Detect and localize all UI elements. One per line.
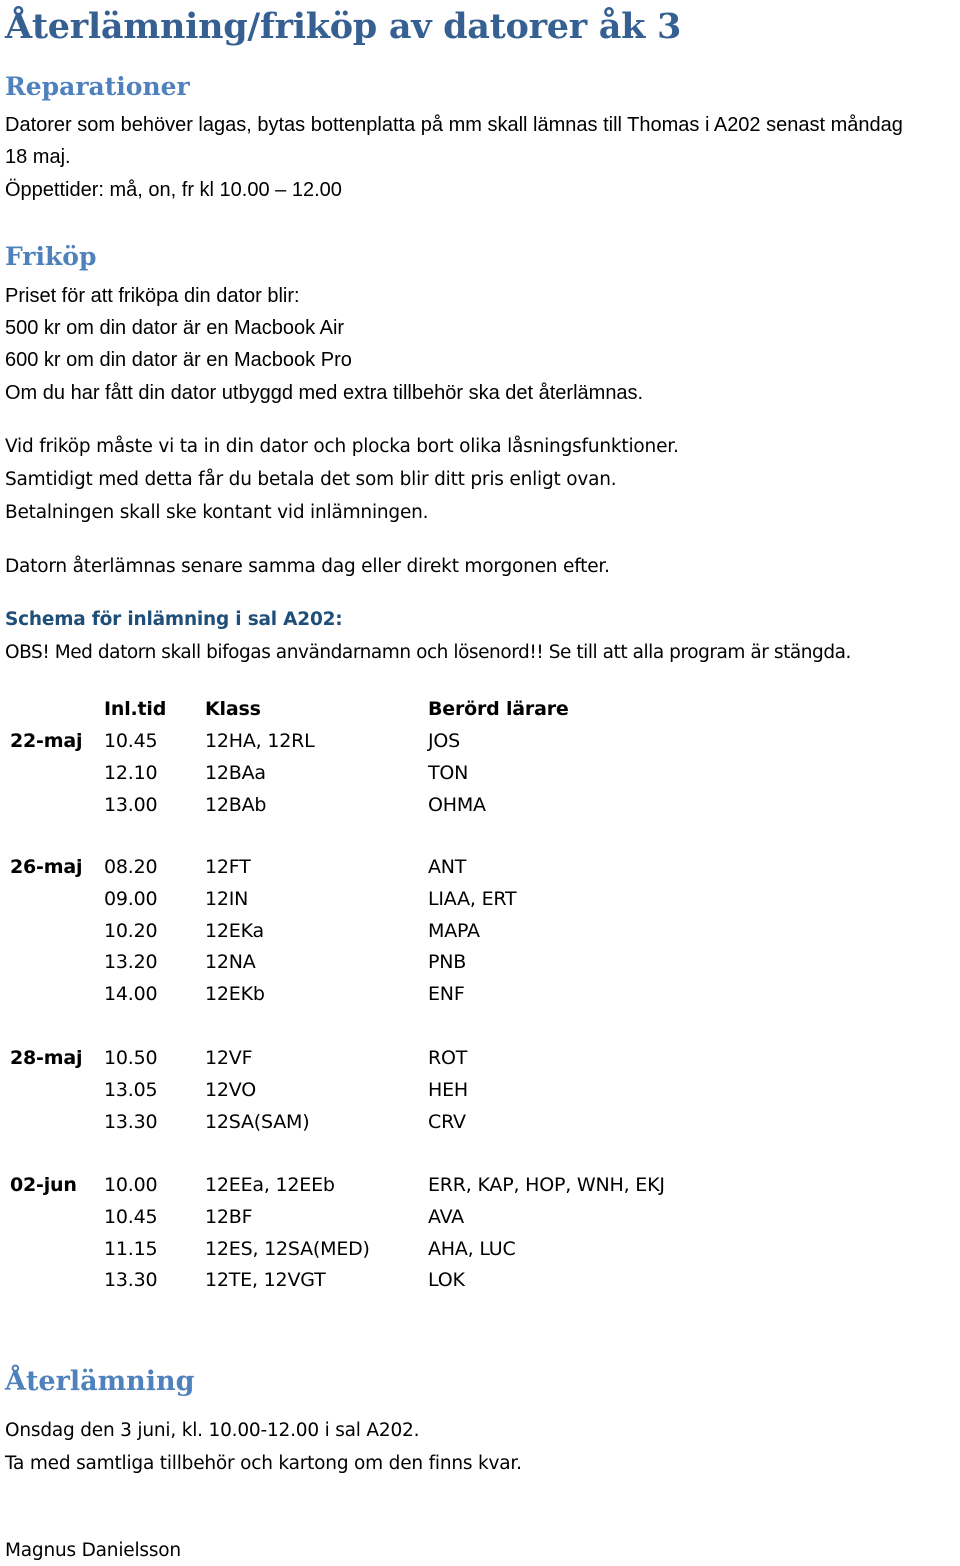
schedule-teacher: TON	[428, 762, 469, 784]
return-line-2: Ta med samtliga tillbehör och kartong om den finns kvar.	[5, 1453, 522, 1474]
schedule-time: 14.00	[104, 983, 158, 1005]
schedule-class: 12FT	[205, 856, 251, 878]
buyout-paragraph-4: Datorn återlämnas senare samma dag eller direkt morgonen efter.	[5, 556, 610, 577]
schedule-class: 12ES, 12SA(MED)	[205, 1238, 370, 1260]
schedule-date: 26-maj	[10, 856, 83, 878]
column-header-teacher: Berörd lärare	[428, 698, 569, 720]
schedule-class: 12IN	[205, 888, 249, 910]
price-intro: Priset för att friköpa din dator blir:	[5, 285, 300, 307]
schedule-teacher: ANT	[428, 856, 467, 878]
buyout-paragraph-2: Samtidigt med detta får du betala det som blir ditt pris enligt ovan.	[5, 469, 617, 490]
schedule-time: 13.00	[104, 794, 158, 816]
schedule-time: 10.45	[104, 730, 158, 752]
page-title: Återlämning/friköp av datorer åk 3	[5, 6, 681, 47]
schedule-class: 12EKa	[205, 920, 264, 942]
schedule-time: 10.00	[104, 1174, 158, 1196]
schedule-teacher: ERR, KAP, HOP, WNH, EKJ	[428, 1174, 665, 1196]
schedule-teacher: CRV	[428, 1111, 466, 1133]
buyout-heading: Friköp	[5, 242, 97, 271]
schedule-class: 12HA, 12RL	[205, 730, 315, 752]
schedule-time: 13.30	[104, 1269, 158, 1291]
schedule-class: 12TE, 12VGT	[205, 1269, 326, 1291]
buyout-paragraph-3: Betalningen skall ske kontant vid inlämningen.	[5, 502, 429, 523]
obs-note: OBS! Med datorn skall bifogas användarnamn och lösenord!! Se till att alla program är stängda.	[5, 642, 851, 663]
schedule-time: 08.20	[104, 856, 158, 878]
schedule-teacher: PNB	[428, 951, 467, 973]
schedule-date: 22-maj	[10, 730, 83, 752]
schedule-teacher: JOS	[428, 730, 461, 752]
price-macbook-pro: 600 kr om din dator är en Macbook Pro	[5, 349, 352, 371]
schedule-class: 12EKb	[205, 983, 265, 1005]
repair-text-line-2: 18 maj.	[5, 146, 71, 168]
schedule-teacher: LIAA, ERT	[428, 888, 517, 910]
schedule-time: 13.05	[104, 1079, 158, 1101]
schedule-time: 10.50	[104, 1047, 158, 1069]
schedule-teacher: AVA	[428, 1206, 464, 1228]
schedule-teacher: HEH	[428, 1079, 468, 1101]
schedule-class: 12NA	[205, 951, 256, 973]
schedule-time: 09.00	[104, 888, 158, 910]
return-heading: Återlämning	[5, 1366, 195, 1397]
opening-hours: Öppettider: må, on, fr kl 10.00 – 12.00	[5, 179, 342, 201]
schedule-time: 10.45	[104, 1206, 158, 1228]
schedule-date: 02-jun	[10, 1174, 77, 1196]
schedule-teacher: AHA, LUC	[428, 1238, 516, 1260]
schedule-time: 12.10	[104, 762, 158, 784]
return-line-1: Onsdag den 3 juni, kl. 10.00-12.00 i sal A202.	[5, 1420, 420, 1441]
repair-text-line-1: Datorer som behöver lagas, bytas bottenplatta på mm skall lämnas till Thomas i A202 senast måndag	[5, 114, 903, 136]
buyout-paragraph-1: Vid friköp måste vi ta in din dator och plocka bort olika låsningsfunktioner.	[5, 436, 679, 457]
schedule-teacher: ENF	[428, 983, 465, 1005]
schedule-class: 12BF	[205, 1206, 253, 1228]
schedule-class: 12VF	[205, 1047, 253, 1069]
accessories-note: Om du har fått din dator utbyggd med extra tillbehör ska det återlämnas.	[5, 382, 644, 404]
schedule-class: 12SA(SAM)	[205, 1111, 310, 1133]
schedule-time: 10.20	[104, 920, 158, 942]
schedule-class: 12BAb	[205, 794, 267, 816]
schedule-class: 12VO	[205, 1079, 256, 1101]
schedule-teacher: LOK	[428, 1269, 465, 1291]
schedule-heading: Schema för inlämning i sal A202:	[5, 609, 343, 630]
column-header-class: Klass	[205, 698, 261, 720]
repair-heading: Reparationer	[5, 72, 190, 101]
column-header-time: Inl.tid	[104, 698, 167, 720]
schedule-teacher: ROT	[428, 1047, 468, 1069]
schedule-time: 13.30	[104, 1111, 158, 1133]
schedule-time: 13.20	[104, 951, 158, 973]
price-macbook-air: 500 kr om din dator är en Macbook Air	[5, 317, 345, 339]
schedule-date: 28-maj	[10, 1047, 83, 1069]
schedule-time: 11.15	[104, 1238, 158, 1260]
schedule-class: 12BAa	[205, 762, 266, 784]
schedule-class: 12EEa, 12EEb	[205, 1174, 335, 1196]
signature: Magnus Danielsson	[5, 1540, 181, 1561]
schedule-teacher: OHMA	[428, 794, 486, 816]
schedule-teacher: MAPA	[428, 920, 480, 942]
